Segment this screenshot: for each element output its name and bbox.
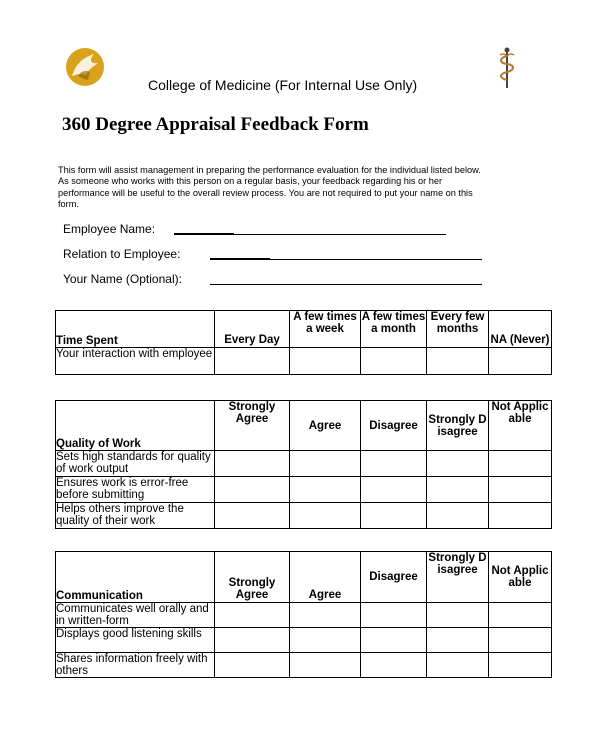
rating-cell[interactable] (427, 348, 489, 375)
rating-cell[interactable] (361, 628, 427, 653)
row-label: Helps others improve the quality of their work (56, 503, 215, 529)
column-header: Agree (290, 401, 361, 451)
rating-cell[interactable] (427, 628, 489, 653)
rating-cell[interactable] (215, 348, 290, 375)
rating-cell[interactable] (215, 603, 290, 628)
rating-cell[interactable] (290, 503, 361, 529)
your-name-label: Your Name (Optional): (63, 272, 182, 286)
column-header: Strongly Agree (215, 401, 290, 451)
column-header: Every few months (427, 311, 489, 348)
rating-cell[interactable] (489, 451, 552, 477)
rating-cell[interactable] (489, 603, 552, 628)
section-header: Quality of Work (56, 401, 215, 451)
row-label: Sets high standards for quality of work output (56, 451, 215, 477)
relation-label: Relation to Employee: (63, 247, 181, 261)
rating-cell[interactable] (215, 628, 290, 653)
communication-table (55, 551, 552, 678)
rating-cell[interactable] (215, 477, 290, 503)
intro-line: As someone who works with this person on a regular basis, your feedback regarding his or her (58, 176, 443, 187)
employee-name-label: Employee Name: (63, 222, 156, 236)
row-label: Ensures work is error-free before submitting (56, 477, 215, 503)
relation-line-bold (210, 258, 270, 260)
rating-cell[interactable] (215, 503, 290, 529)
rating-cell[interactable] (215, 653, 290, 678)
rating-cell[interactable] (361, 603, 427, 628)
rating-cell[interactable] (489, 628, 552, 653)
rating-cell[interactable] (290, 451, 361, 477)
row-label: Shares information freely with others (56, 653, 215, 678)
college-header: College of Medicine (For Internal Use Only) (148, 77, 418, 93)
time-spent-table (55, 310, 552, 375)
pegasus-logo-icon (64, 46, 106, 88)
column-header: Strongly Agree (215, 552, 290, 603)
rating-cell[interactable] (290, 653, 361, 678)
rating-cell[interactable] (427, 653, 489, 678)
intro-line: performance will be useful to the overall review process. You are not required to put your name on this (58, 187, 473, 198)
column-header: Strongly Disagree (427, 401, 489, 451)
intro-line: This form will assist management in preparing the performance evaluation for the individual listed below. (58, 165, 481, 175)
column-header: A few times a week (290, 311, 361, 348)
rating-cell[interactable] (290, 628, 361, 653)
rating-cell[interactable] (427, 451, 489, 477)
employee-name-line-bold (174, 233, 234, 235)
rating-cell[interactable] (489, 348, 552, 375)
employee-name-field[interactable] (234, 234, 446, 235)
intro-text (58, 165, 548, 210)
section-header: Communication (56, 552, 215, 603)
form-title: 360 Degree Appraisal Feedback Form (62, 114, 369, 135)
rating-cell[interactable] (427, 477, 489, 503)
row-label: Your interaction with employee (56, 348, 215, 375)
relation-field[interactable] (270, 259, 482, 260)
column-header: NA (Never) (489, 311, 552, 348)
rating-cell[interactable] (489, 653, 552, 678)
rating-cell[interactable] (361, 477, 427, 503)
rating-cell[interactable] (361, 348, 427, 375)
rating-cell[interactable] (361, 653, 427, 678)
rating-cell[interactable] (361, 503, 427, 529)
intro-line: form. (58, 198, 79, 209)
rating-cell[interactable] (489, 503, 552, 529)
column-header: Every Day (215, 311, 290, 348)
rating-cell[interactable] (290, 603, 361, 628)
column-header: Disagree (361, 401, 427, 451)
rating-cell[interactable] (361, 451, 427, 477)
column-header: Not Applicable (489, 401, 552, 451)
column-header: Strongly Disagree (427, 552, 489, 603)
column-header: Disagree (361, 552, 427, 603)
column-header: Agree (290, 552, 361, 603)
rating-cell[interactable] (290, 348, 361, 375)
section-header: Time Spent (56, 311, 215, 348)
rating-cell[interactable] (427, 603, 489, 628)
row-label: Displays good listening skills (56, 628, 215, 653)
rating-cell[interactable] (489, 477, 552, 503)
quality-of-work-table (55, 400, 552, 529)
rating-cell[interactable] (427, 503, 489, 529)
your-name-field[interactable] (210, 284, 482, 285)
column-header: Not Applicable (489, 552, 552, 603)
column-header: A few times a month (361, 311, 427, 348)
row-label: Communicates well orally and in written-form (56, 603, 215, 628)
rating-cell[interactable] (290, 477, 361, 503)
caduceus-icon (496, 47, 518, 89)
rating-cell[interactable] (215, 451, 290, 477)
